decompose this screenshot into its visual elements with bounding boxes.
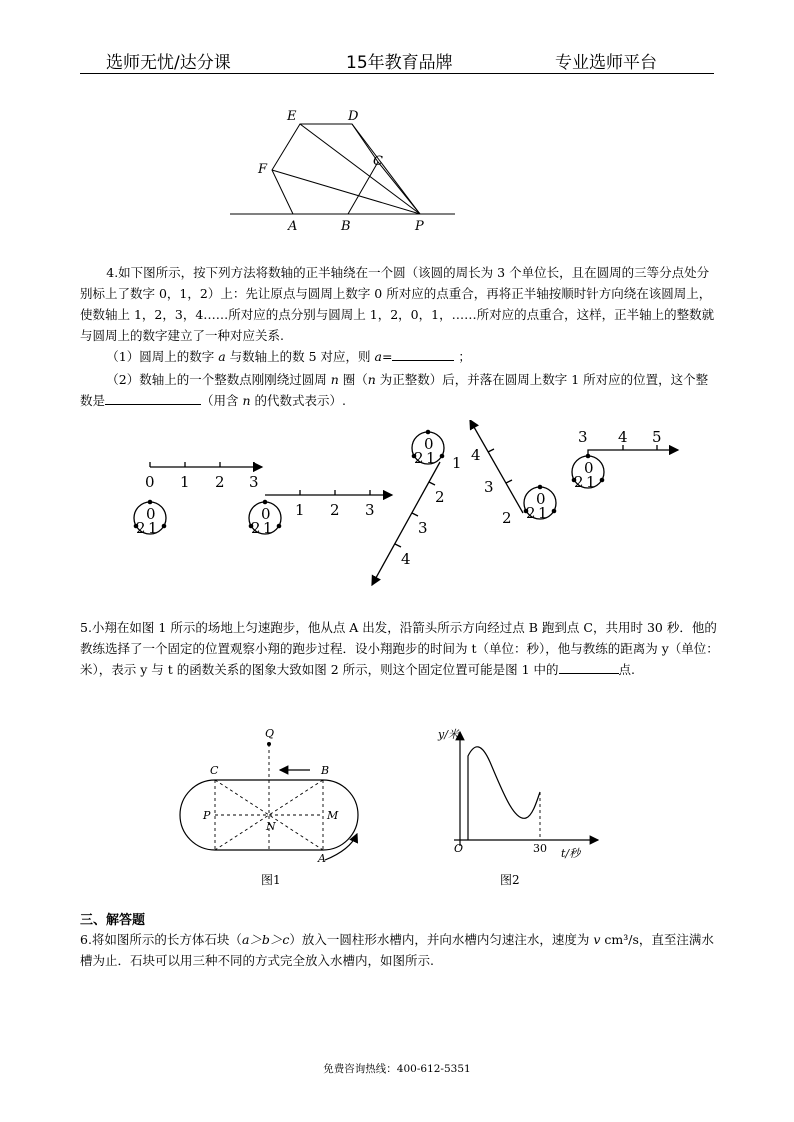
- circle-label-1: 1: [538, 504, 548, 522]
- circle-label-1: 1: [586, 473, 596, 491]
- circle-label-2: 2: [136, 519, 146, 537]
- circle-label-0: 0: [584, 459, 594, 477]
- axis-tick-3: 3: [418, 519, 428, 537]
- label-C: C: [373, 154, 383, 169]
- label-A: A: [288, 219, 298, 234]
- x-axis-label: t/秒: [561, 847, 581, 860]
- number-line-figure: [130, 420, 700, 595]
- axis-tick-2: 2: [502, 509, 512, 527]
- axis-tick-1: 1: [180, 473, 190, 491]
- axis-tick-3: 3: [365, 501, 375, 519]
- label-Q: Q: [265, 727, 275, 740]
- axis-tick-3: 3: [484, 478, 494, 496]
- circle-label-2: 2: [574, 473, 584, 491]
- figure-2-caption: 图2: [500, 873, 520, 887]
- circle-label-1: 1: [148, 519, 158, 537]
- circle-label-0: 0: [261, 505, 271, 523]
- axis-tick-4: 4: [401, 550, 411, 568]
- section-title: 三、解答题: [80, 913, 146, 928]
- x-tick-30: 30: [533, 842, 547, 855]
- circle-label-0: 0: [146, 505, 156, 523]
- answer-blank-1: [392, 347, 454, 361]
- figure-1-caption: 图1: [261, 873, 281, 887]
- circle-label-0: 0: [536, 490, 546, 508]
- axis-tick-3: 3: [249, 473, 259, 491]
- axis-tick-5: 5: [652, 428, 662, 446]
- q4-sub1: （1）圆周上的数字 a 与数轴上的数 5 对应，则 a= ；: [106, 349, 471, 364]
- q6-stem: 6.将如图所示的长方体石块（a＞b＞c）放入一圆柱形水槽内，并向水槽内匀速注水，速度为 v cm³/s，直至注满水槽为止．石块可以用三种不同的方式完全放入水槽内，如图所示.: [80, 932, 714, 968]
- axis-tick-1: 1: [452, 454, 462, 472]
- circle-label-1: 1: [426, 449, 436, 467]
- circle-label-2: 2: [251, 519, 261, 537]
- label-C: C: [210, 764, 219, 777]
- label-P: P: [203, 809, 211, 822]
- footer-hotline: 免费咨询热线：400-612-5351: [323, 1063, 471, 1075]
- track-figure: [175, 722, 375, 892]
- axis-tick-2: 2: [215, 473, 225, 491]
- axis-tick-3: 3: [578, 428, 588, 446]
- label-B: B: [341, 219, 351, 234]
- axis-tick-2: 2: [435, 488, 445, 506]
- label-E: E: [287, 109, 297, 124]
- origin-label: O: [454, 842, 464, 855]
- label-D: D: [348, 109, 359, 124]
- header-left: 选师无忧/达分课: [106, 53, 231, 73]
- axis-tick-4: 4: [471, 446, 481, 464]
- label-M: M: [327, 809, 339, 822]
- axis-tick-0: 0: [145, 473, 155, 491]
- q4-sub2: （2）数轴上的一个整数点刚刚绕过圆周 n 圈（n 为正整数）后，并落在圆周上数字 1 所对应的位置，这个整数是 （用含 n 的代数式表示）.: [80, 372, 709, 408]
- q4-stem: 4.如下图所示，按下列方法将数轴的正半轴绕在一个圆（该圆的周长为 3 个单位长，且在圆周的三等分点处分别标上了数字 0，1，2）上：先让原点与圆周上数字 0 所对应的点重合，再将正半轴按顺时针方向绕在该圆周上，使数轴上 1，2，3，4……所对应的点分别与圆周上 1，2，0，1，……所对应的点重合，这样，正半轴上的整数就与圆周上的数字建立了一种对应关系.: [80, 265, 715, 343]
- label-B: B: [321, 764, 330, 777]
- axis-tick-2: 2: [330, 501, 340, 519]
- circle-label-2: 2: [414, 449, 424, 467]
- q5-stem: 5.小翔在如图 1 所示的场地上匀速跑步，他从点 A 出发，沿箭头所示方向经过点 B 跑到点 C，共用时 30 秒．他的教练选择了一个固定的位置观察小翔的跑步过程．设小翔跑步的时间为 t（单位：秒），他与教练的距离为 y（单位：米），表示 y 与 t 的函数关系的图象大致如图 2 所示，则这个固定位置可能是图 1 中的 点.: [80, 620, 719, 677]
- label-F: F: [258, 162, 268, 177]
- circle-label-2: 2: [526, 504, 536, 522]
- circle-label-0: 0: [424, 435, 434, 453]
- answer-blank-3: [559, 660, 619, 674]
- header-divider: [80, 73, 714, 74]
- label-N: N: [266, 820, 276, 833]
- answer-blank-2: [105, 391, 201, 405]
- axis-tick-4: 4: [618, 428, 628, 446]
- label-P: P: [415, 219, 424, 234]
- hexagon-figure: [220, 100, 470, 240]
- y-axis-label: y/米: [438, 728, 459, 741]
- axis-tick-1: 1: [295, 501, 305, 519]
- header-center: 15年教育品牌: [346, 53, 453, 73]
- graph-figure: [430, 722, 610, 892]
- label-A: A: [318, 852, 326, 865]
- circle-label-1: 1: [263, 519, 273, 537]
- header-right: 专业选师平台: [555, 53, 657, 73]
